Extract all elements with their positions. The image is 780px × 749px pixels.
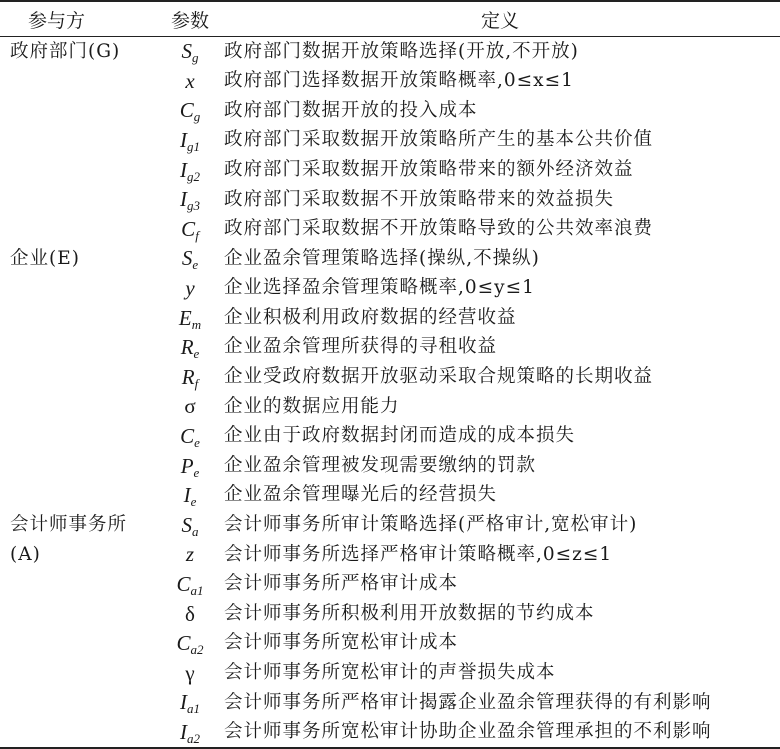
- table-row: [0, 96, 780, 126]
- parameter-symbol: [160, 570, 220, 600]
- table-row: [0, 126, 780, 156]
- symbol-base: I: [180, 690, 187, 715]
- symbol-base: C: [176, 571, 191, 596]
- symbol-base: R: [180, 335, 194, 360]
- party-cell: [0, 215, 160, 245]
- symbol-base: I: [180, 187, 187, 212]
- symbol-base: γ: [185, 660, 195, 685]
- parameter-symbol: [160, 185, 220, 215]
- party-cell: [0, 96, 160, 126]
- party-cell: [0, 155, 160, 185]
- symbol-base: δ: [185, 601, 195, 626]
- parameter-symbol: [160, 422, 220, 452]
- header-param: 参数: [160, 1, 220, 37]
- definition-cell: 企业的数据应用能力: [224, 395, 400, 417]
- parameter-symbol: [160, 126, 220, 156]
- table-row: [0, 451, 780, 481]
- symbol-base: S: [181, 39, 192, 64]
- table-row: [0, 658, 780, 688]
- table-row: [0, 244, 780, 274]
- symbol-base: C: [180, 424, 195, 449]
- header-party: 参与方: [0, 1, 160, 37]
- party-cell: [0, 629, 160, 659]
- symbol-base: C: [181, 216, 196, 241]
- symbol-subscript: a2: [187, 730, 200, 746]
- parameter-symbol: [160, 481, 220, 511]
- parameter-symbol: [160, 244, 220, 274]
- parameter-symbol: [160, 274, 220, 304]
- table-row: [0, 67, 780, 97]
- symbol-base: x: [185, 68, 195, 93]
- symbol-subscript: m: [191, 316, 202, 332]
- table-row: [0, 333, 780, 363]
- symbol-base: S: [181, 512, 192, 537]
- parameter-symbol: [160, 451, 220, 481]
- parameter-symbol: [160, 718, 220, 749]
- table-row: [0, 363, 780, 393]
- symbol-subscript: f: [194, 375, 199, 391]
- symbol-subscript: g1: [187, 139, 200, 155]
- table-header: [0, 1, 780, 37]
- party-cell: 政府部门(G): [10, 40, 121, 62]
- symbol-base: R: [181, 364, 195, 389]
- party-cell: (A): [10, 543, 41, 565]
- table-row: [0, 155, 780, 185]
- table-body: [0, 37, 780, 749]
- symbol-base: σ: [184, 394, 196, 419]
- parameter-symbol: [160, 96, 220, 126]
- definition-cell: 会计师事务所积极利用开放数据的节约成本: [224, 602, 595, 624]
- definition-cell: 政府部门选择数据开放策略概率,0≤x≤1: [224, 70, 574, 92]
- parameter-symbol: [160, 392, 220, 422]
- table-row: [0, 215, 780, 245]
- party-cell: 会计师事务所: [10, 514, 128, 536]
- parameter-symbol: [160, 688, 220, 718]
- definition-cell: 会计师事务所严格审计揭露企业盈余管理获得的有利影响: [224, 691, 712, 713]
- symbol-base: P: [180, 453, 194, 478]
- parameter-symbol: [160, 540, 220, 570]
- parameter-symbol: [160, 215, 220, 245]
- definition-cell: 企业由于政府数据封闭而造成的成本损失: [224, 425, 576, 447]
- definition-cell: 政府部门数据开放的投入成本: [224, 99, 478, 121]
- definition-cell: 企业盈余管理策略选择(操纵,不操纵): [224, 247, 540, 269]
- definition-cell: 企业盈余管理被发现需要缴纳的罚款: [224, 454, 537, 476]
- parameter-symbol: [160, 658, 220, 688]
- party-cell: [0, 718, 160, 749]
- table-row: [0, 274, 780, 304]
- symbol-subscript: e: [192, 257, 199, 273]
- party-cell: [0, 658, 160, 688]
- party-cell: [0, 185, 160, 215]
- symbol-base: I: [183, 483, 191, 508]
- table-row: [0, 303, 780, 333]
- table-row: [0, 37, 780, 67]
- party-cell: [0, 274, 160, 304]
- parameter-symbol: [160, 363, 220, 393]
- table-row: [0, 540, 780, 570]
- symbol-base: C: [176, 631, 191, 656]
- symbol-subscript: f: [195, 227, 199, 243]
- definition-cell: 会计师事务所宽松审计协助企业盈余管理承担的不利影响: [220, 718, 780, 749]
- table-row: [0, 688, 780, 718]
- symbol-subscript: e: [194, 435, 200, 451]
- symbol-base: S: [181, 246, 193, 271]
- symbol-subscript: a: [192, 523, 199, 539]
- party-cell: [0, 392, 160, 422]
- table-row: [0, 629, 780, 659]
- symbol-subscript: e: [193, 464, 200, 480]
- definition-cell: 企业选择盈余管理策略概率,0≤y≤1: [224, 277, 535, 299]
- party-cell: [0, 126, 160, 156]
- definition-cell: 企业积极利用政府数据的经营收益: [224, 306, 517, 328]
- definition-cell: 企业盈余管理曝光后的经营损失: [224, 484, 498, 506]
- table-row: [0, 599, 780, 629]
- definition-cell: 政府部门采取数据不开放策略带来的效益损失: [224, 188, 615, 210]
- definition-cell: 企业盈余管理所获得的寻租收益: [224, 336, 498, 358]
- symbol-subscript: g3: [187, 198, 200, 214]
- parameter-symbol: [160, 37, 220, 67]
- party-cell: [0, 481, 160, 511]
- symbol-subscript: e: [190, 494, 197, 510]
- party-cell: [0, 688, 160, 718]
- header-row: [0, 1, 780, 37]
- parameter-symbol: [160, 511, 220, 541]
- parameter-symbol: [160, 155, 220, 185]
- definition-cell: 政府部门采取数据开放策略带来的额外经济效益: [224, 158, 634, 180]
- parameter-symbol: [160, 333, 220, 363]
- party-cell: [0, 570, 160, 600]
- table-row: [0, 570, 780, 600]
- symbol-subscript: e: [193, 346, 200, 362]
- party-cell: 企业(E): [10, 247, 80, 269]
- table-row: [0, 392, 780, 422]
- party-cell: [0, 422, 160, 452]
- table-row: [0, 511, 780, 541]
- parameter-symbol: [160, 599, 220, 629]
- definition-cell: 企业受政府数据开放驱动采取合规策略的长期收益: [224, 366, 654, 388]
- table-row: [0, 718, 780, 749]
- party-cell: [0, 363, 160, 393]
- party-cell: [0, 303, 160, 333]
- table-row: [0, 481, 780, 511]
- definition-cell: 政府部门数据开放策略选择(开放,不开放): [224, 40, 579, 62]
- symbol-base: I: [180, 719, 187, 744]
- definition-cell: 政府部门采取数据开放策略所产生的基本公共价值: [224, 129, 654, 151]
- party-cell: [0, 67, 160, 97]
- parameter-symbol: [160, 303, 220, 333]
- symbol-subscript: g: [193, 109, 201, 125]
- symbol-subscript: a2: [190, 642, 204, 658]
- party-cell: [0, 599, 160, 629]
- symbol-base: y: [185, 276, 195, 301]
- table-row: [0, 185, 780, 215]
- definition-cell: 会计师事务所审计策略选择(严格审计,宽松审计): [224, 514, 638, 536]
- symbol-subscript: a1: [190, 582, 204, 598]
- definition-cell: 会计师事务所选择严格审计策略概率,0≤z≤1: [224, 543, 613, 565]
- header-definition: 定义: [220, 1, 780, 37]
- symbol-base: C: [179, 98, 194, 123]
- definition-cell: 会计师事务所宽松审计成本: [224, 632, 459, 654]
- symbol-base: I: [180, 157, 187, 182]
- party-cell: [0, 451, 160, 481]
- symbol-subscript: a1: [187, 701, 200, 717]
- symbol-base: z: [185, 542, 195, 567]
- definition-cell: 会计师事务所严格审计成本: [224, 573, 459, 595]
- symbol-subscript: g: [192, 50, 199, 66]
- symbol-base: E: [178, 305, 192, 330]
- symbol-base: I: [180, 128, 187, 153]
- definition-cell: 会计师事务所宽松审计的声誉损失成本: [224, 662, 556, 684]
- party-cell: [0, 333, 160, 363]
- parameter-symbol: [160, 629, 220, 659]
- symbol-subscript: g2: [187, 168, 200, 184]
- definition-cell: 政府部门采取数据不开放策略导致的公共效率浪费: [224, 218, 654, 240]
- parameter-symbol: [160, 67, 220, 97]
- table-row: [0, 422, 780, 452]
